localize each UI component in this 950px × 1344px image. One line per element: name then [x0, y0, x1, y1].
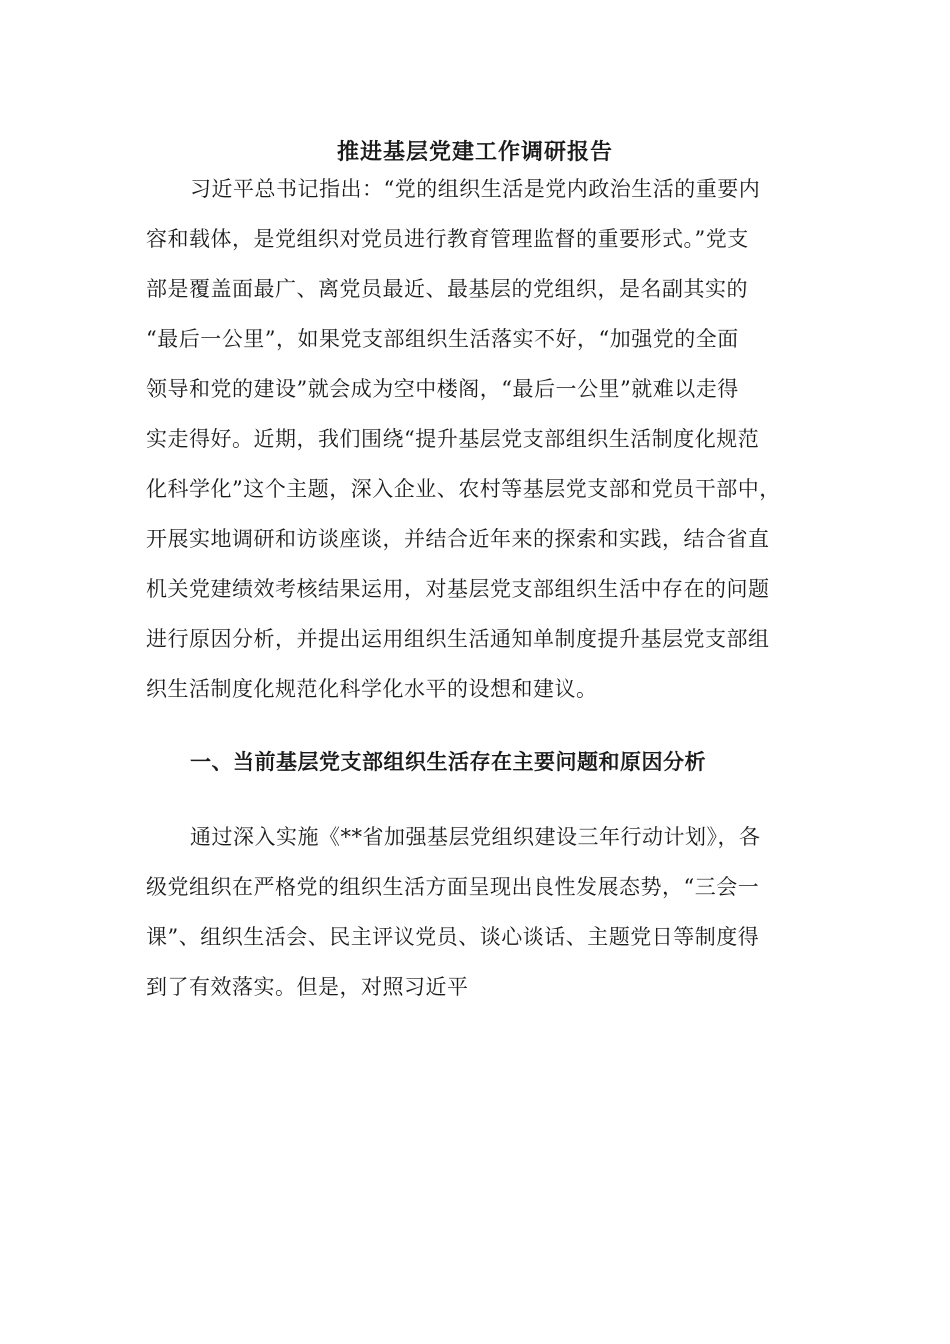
- paragraph-line: 习近平总书记指出：“党的组织生活是党内政治生活的重要内: [190, 177, 761, 201]
- document-title: 推进基层党建工作调研报告: [336, 139, 613, 165]
- paragraph-line: 开展实地调研和访谈座谈，并结合近年来的探索和实践，结合省直: [146, 527, 770, 551]
- paragraph-line: 进行原因分析，并提出运用组织生活通知单制度提升基层党支部组: [146, 627, 770, 651]
- paragraph-line: 领导和党的建设”就会成为空中楼阁，“最后一公里”就难以走得: [146, 377, 739, 401]
- paragraph-line: 到了有效落实。但是，对照习近平: [146, 975, 469, 999]
- paragraph-line: 化科学化”这个主题，深入企业、农村等基层党支部和党员干部中，: [146, 477, 781, 501]
- paragraph-line: 级党组织在严格党的组织生活方面呈现出良性发展态势，“三会一: [146, 875, 760, 899]
- paragraph-line: 机关党建绩效考核结果运用，对基层党支部组织生活中存在的问题: [146, 577, 770, 601]
- paragraph-line: 通过深入实施《**省加强基层党组织建设三年行动计划》，各: [190, 825, 761, 849]
- paragraph-line: 容和载体，是党组织对党员进行教育管理监督的重要形式。”党支: [146, 227, 749, 251]
- paragraph-line: 课”、组织生活会、民主评议党员、谈心谈话、主题党日等制度得: [146, 925, 760, 949]
- paragraph-line: 织生活制度化规范化科学化水平的设想和建议。: [146, 677, 598, 701]
- paragraph-line: 实走得好。近期，我们围绕“提升基层党支部组织生活制度化规范: [146, 427, 760, 451]
- paragraph-line: 部是覆盖面最广、离党员最近、最基层的党组织，是名副其实的: [146, 277, 748, 301]
- paragraph-line: “最后一公里”，如果党支部组织生活落实不好，“加强党的全面: [146, 327, 739, 351]
- section-heading: 一、当前基层党支部组织生活存在主要问题和原因分析: [190, 749, 706, 774]
